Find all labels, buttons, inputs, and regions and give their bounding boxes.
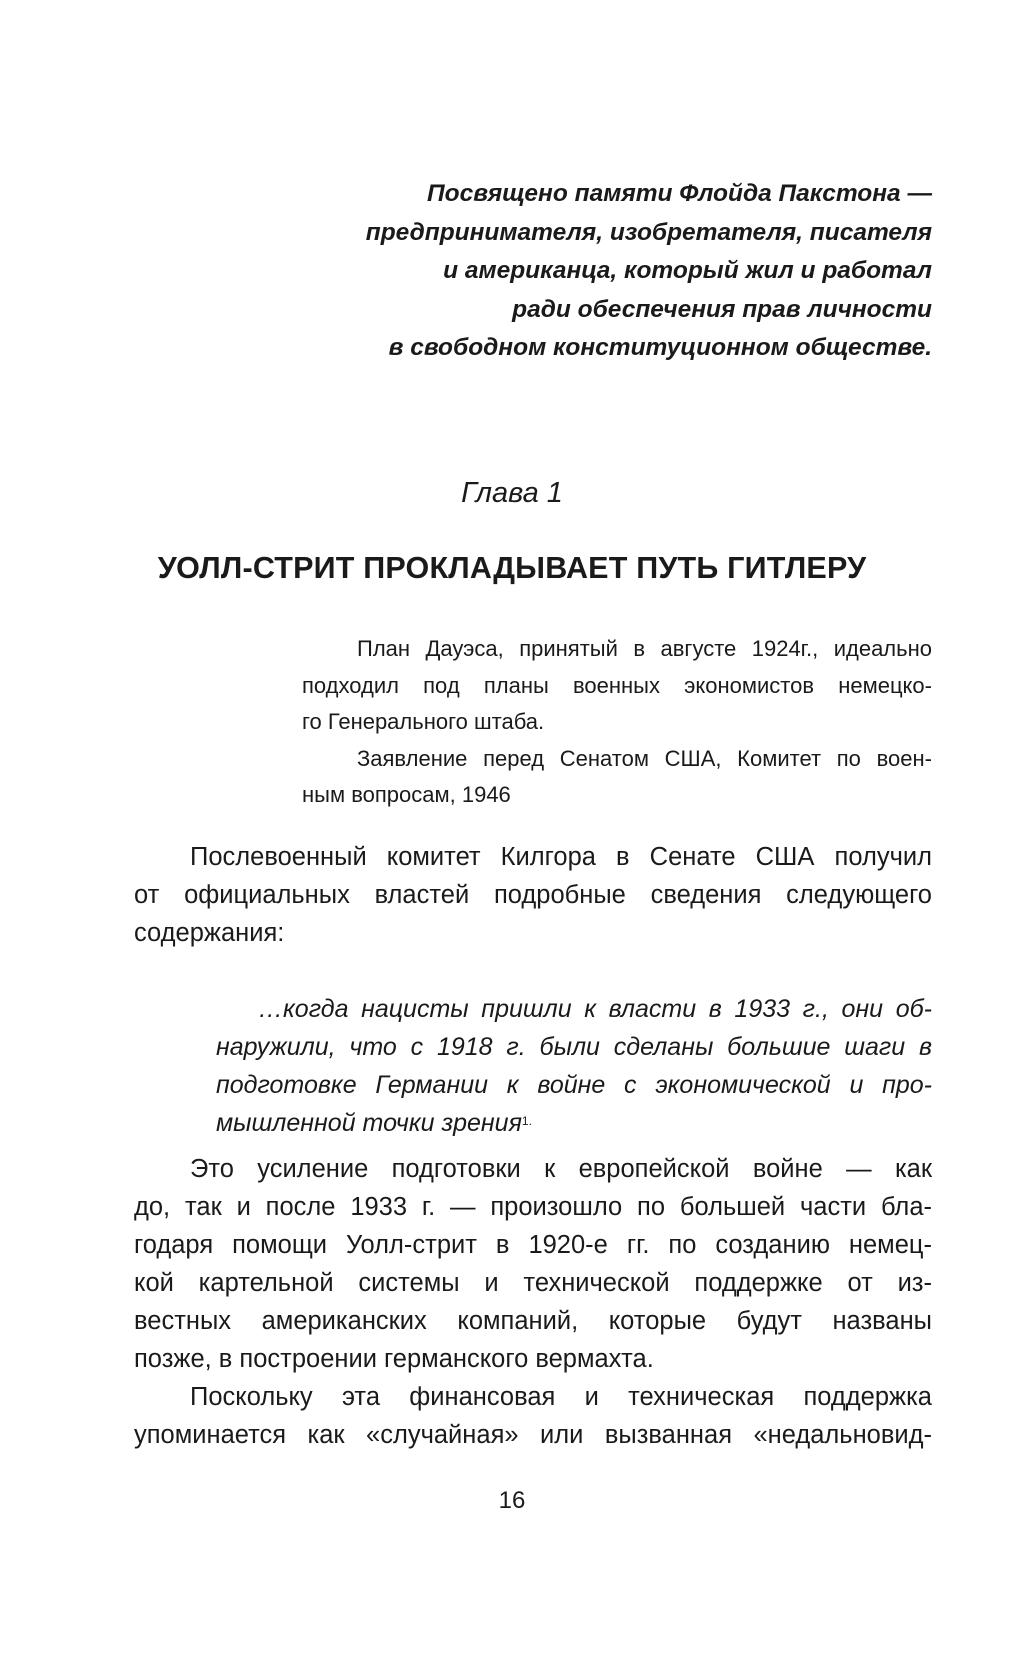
footnote-marker: 1. <box>521 1114 532 1128</box>
quote-line: наружили, что с 1918 г. были сделаны большие шаги в <box>216 1033 932 1061</box>
paragraph-line: до, так и после 1933 г. — произошло по большей части бла- <box>134 1193 932 1221</box>
epigraph <box>302 631 932 814</box>
quote-line: мышленной точки зрения <box>216 1109 522 1137</box>
chapter-title: УОЛЛ-СТРИТ ПРОКЛАДЫВАЕТ ПУТЬ ГИТЛЕРУ <box>157 551 867 585</box>
dedication-line: предпринимателя, изобретателя, писателя <box>365 218 932 246</box>
paragraph-line: Поскольку эта финансовая и техническая поддержка <box>190 1383 932 1411</box>
page-number: 16 <box>498 1487 526 1514</box>
paragraph-line: Послевоенный комитет Килгора в Сенате США получил <box>190 843 932 871</box>
paragraph-1 <box>134 838 932 952</box>
dedication-line: ради обеспечения прав личности <box>512 295 932 323</box>
quote-last-line <box>216 1104 932 1142</box>
epigraph-source-line: ным вопросам, 1946 <box>302 782 511 807</box>
paragraph-line: позже, в построении германского вермахта. <box>134 1345 654 1373</box>
epigraph-line: го Генерального штаба. <box>302 709 545 734</box>
dedication-line: и американца, который жил и работал <box>443 257 932 284</box>
chapter-label: Глава 1 <box>461 477 563 509</box>
epigraph-source-line: Заявление перед Сенатом США, Комитет по воен- <box>357 745 932 771</box>
paragraph-line: годаря помощи Уолл-стрит в 1920-е гг. по созданию немец- <box>134 1231 932 1259</box>
epigraph-line: План Дауэса, принятый в августе 1924г., идеально <box>357 636 932 661</box>
paragraph-line: кой картельной системы и технической поддержке от из- <box>134 1269 932 1297</box>
paragraph-3 <box>134 1378 932 1454</box>
quote-line: …когда нацисты пришли к власти в 1933 г., они об- <box>258 995 932 1023</box>
paragraph-line: содержания: <box>134 919 285 947</box>
epigraph-line: подходил под планы военных экономистов немецко- <box>302 672 932 698</box>
dedication <box>300 175 932 368</box>
quote-line: подготовке Германии к войне с экономической и про- <box>216 1071 932 1099</box>
block-quote <box>216 990 932 1142</box>
paragraph-line: Это усиление подготовки к европейской войне — как <box>190 1155 932 1183</box>
paragraph-line: упоминается как «случайная» или вызванная «недальновид- <box>134 1421 932 1449</box>
paragraph-2 <box>134 1150 932 1378</box>
paragraph-line: вестных американских компаний, которые будут названы <box>134 1307 932 1335</box>
dedication-line: в свободном конституционном обществе. <box>388 334 932 361</box>
dedication-line: Посвящено памяти Флойда Пакстона — <box>427 180 932 207</box>
paragraph-line: от официальных властей подробные сведения следующего <box>134 881 932 909</box>
